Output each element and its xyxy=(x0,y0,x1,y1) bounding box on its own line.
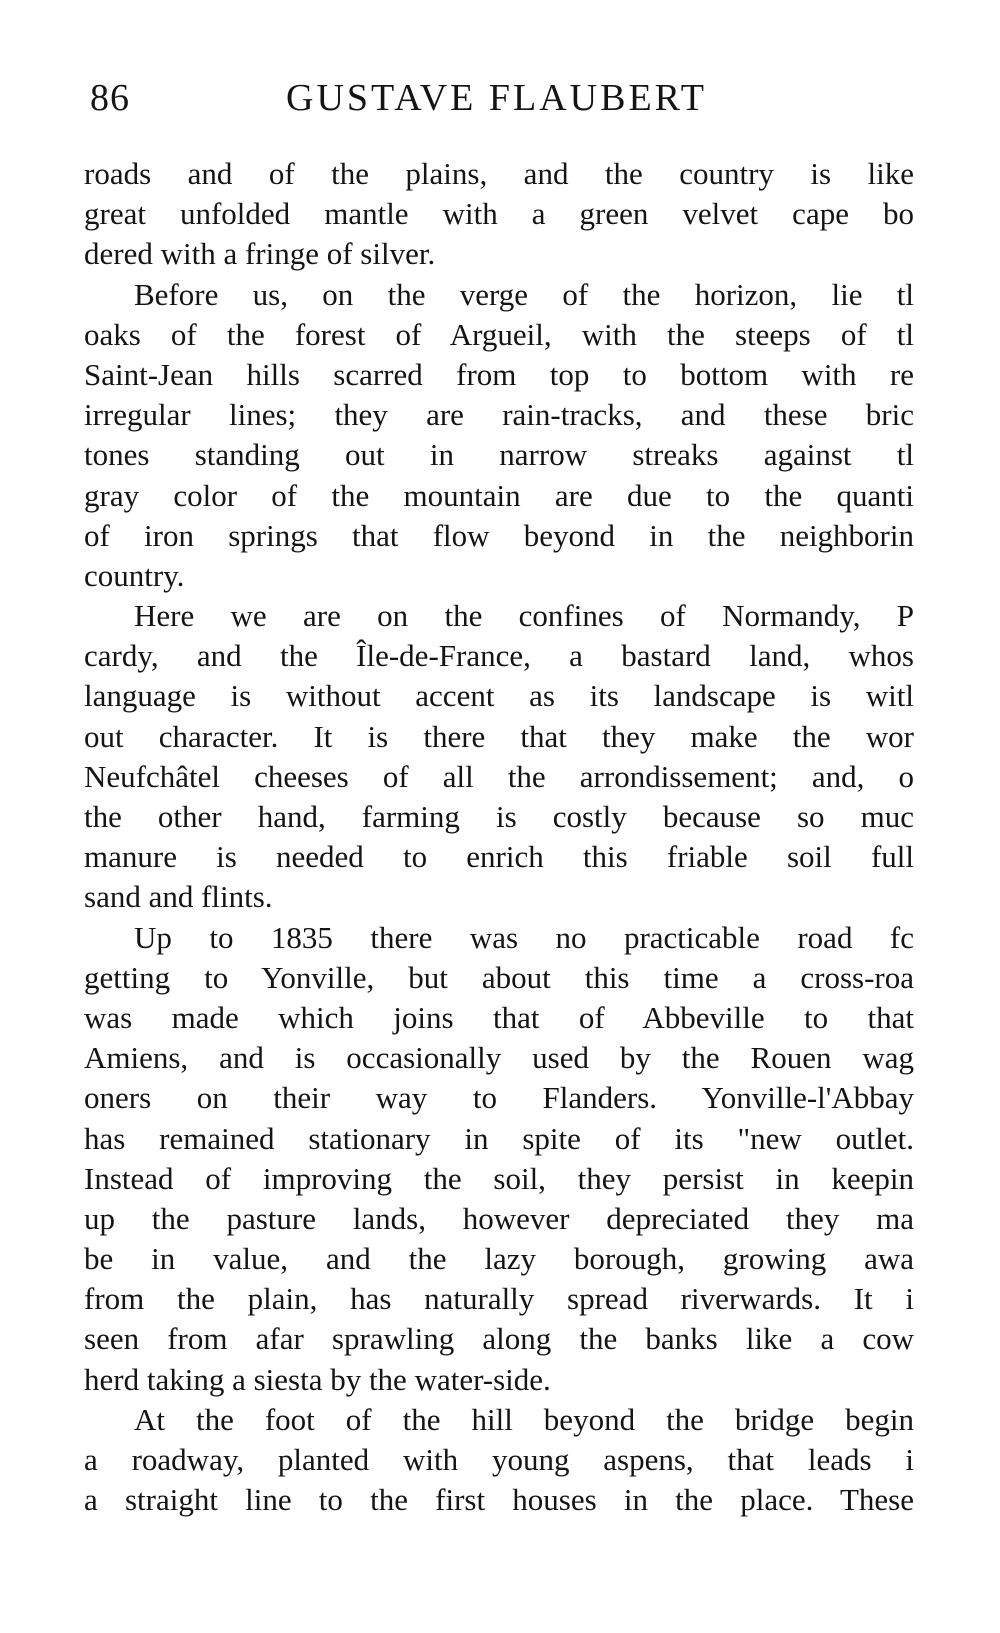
running-head xyxy=(90,76,950,126)
text-line: great unfolded mantle with a green velvet cape bo xyxy=(84,196,914,232)
text-line: At the foot of the hill beyond the bridge begin xyxy=(134,1401,914,1437)
text-line: Before us, on the verge of the horizon, lie tl xyxy=(134,276,914,312)
text-line: Amiens, and is occasionally used by the Rouen wag xyxy=(84,1040,914,1076)
running-head-author: GUSTAVE FLAUBERT xyxy=(286,77,707,119)
text-line: of iron springs that flow beyond in the neighborin xyxy=(84,517,914,553)
text-line: irregular lines; they are rain-tracks, and these bric xyxy=(84,397,914,433)
text-line: a straight line to the first houses in the place. These xyxy=(84,1482,914,1518)
text-line: from the plain, has naturally spread riverwards. It i xyxy=(84,1281,914,1317)
text-line: sand and flints. xyxy=(84,879,273,915)
text-line: country. xyxy=(84,557,185,593)
text-line: manure is needed to enrich this friable soil full xyxy=(84,839,914,875)
text-line: Here we are on the confines of Normandy, P xyxy=(134,598,914,634)
text-line: language is without accent as its landscape is witl xyxy=(84,678,914,714)
text-line: oaks of the forest of Argueil, with the steeps of tl xyxy=(84,316,914,352)
text-line: a roadway, planted with young aspens, that leads i xyxy=(84,1442,914,1477)
text-line: Up to 1835 there was no practicable road fc xyxy=(134,919,914,955)
text-line: out character. It is there that they make the wor xyxy=(84,718,914,754)
text-line: herd taking a siesta by the water-side. xyxy=(84,1361,551,1397)
text-line: has remained stationary in spite of its "new outlet. xyxy=(84,1120,914,1156)
text-line: seen from afar sprawling along the banks like a cow xyxy=(84,1321,914,1357)
text-line: up the pasture lands, however depreciated they ma xyxy=(84,1200,914,1236)
text-line: cardy, and the Île-de-France, a bastard land, whos xyxy=(84,638,914,674)
text-line: getting to Yonville, but about this time a cross-roa xyxy=(84,959,914,995)
text-line: gray color of the mountain are due to the quanti xyxy=(84,477,914,513)
text-line: Saint-Jean hills scarred from top to bottom with re xyxy=(84,356,914,392)
text-line: tones standing out in narrow streaks against tl xyxy=(84,437,914,473)
text-line: roads and of the plains, and the country is like xyxy=(84,156,914,191)
text-line: Instead of improving the soil, they persist in keepin xyxy=(84,1160,914,1196)
text-line: oners on their way to Flanders. Yonville-l'Abbay xyxy=(84,1080,914,1116)
text-line: be in value, and the lazy borough, growing awa xyxy=(84,1241,914,1277)
text-line: was made which joins that of Abbeville to that xyxy=(84,999,914,1035)
text-line: dered with a fringe of silver. xyxy=(84,236,436,272)
page-number: 86 xyxy=(90,77,130,119)
body-text xyxy=(84,154,914,1520)
text-line: the other hand, farming is costly because so muc xyxy=(84,799,914,834)
text-line: Neufchâtel cheeses of all the arrondissement; and, o xyxy=(84,758,914,794)
